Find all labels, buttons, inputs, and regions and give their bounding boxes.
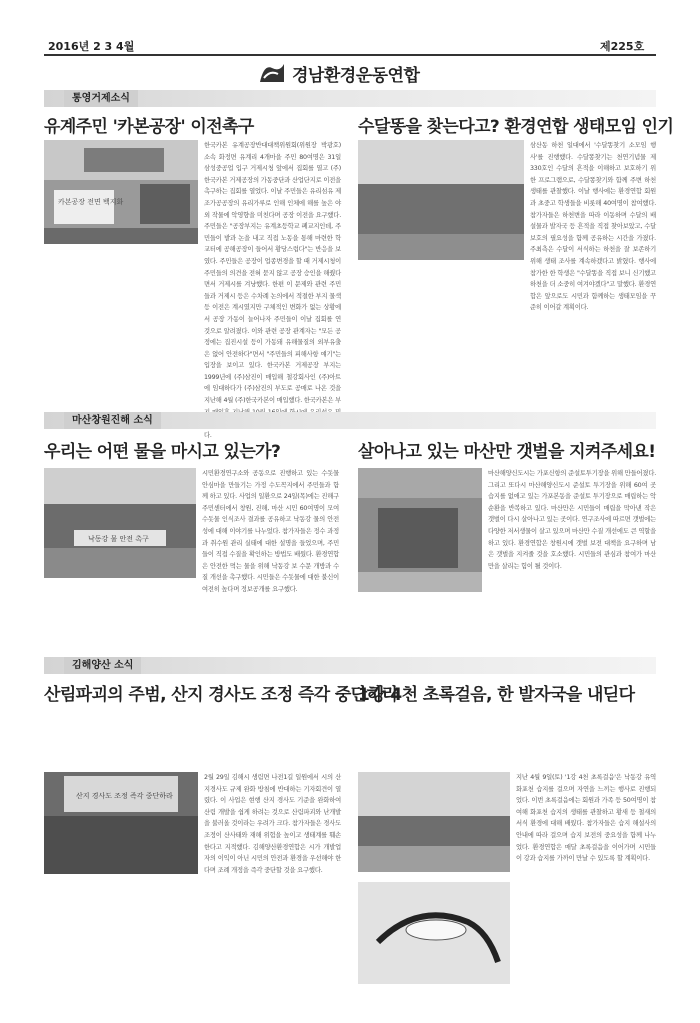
article-photo bbox=[358, 882, 510, 984]
article-photo bbox=[44, 140, 198, 244]
issue-date: 2016년 2 3 4월 bbox=[48, 40, 135, 53]
section-bar bbox=[44, 412, 656, 429]
article-title: 우리는 어떤 물을 마시고 있는가? bbox=[44, 442, 281, 462]
article-title: 수달똥을 찾는다고? 환경연합 생태모임 인기 bbox=[358, 117, 674, 137]
article-title: 유계주민 '카본공장' 이전촉구 bbox=[44, 117, 254, 137]
tidal-flat-photo-icon bbox=[358, 468, 482, 592]
article-body: 2월 29일 김해시 생림면 나전1길 일원에서 시의 산지경사도 규제 완화 방침에 반대하는 기자회견이 열렸다. 이 사업은 현행 산지 경사도 기준을 완화하여 산림 개발을 쉽게 하려는 것으로 산림파괴와 난개발을 불러올 것이라는 우려가 크다. 참가자들은 경사도 조정이 산사태와 재해 위험을 높이고 생태계를 훼손한다고 지적했다. 김해양산환경연합은 시가 개발업자의 이익이 아닌 시민의 안전과 환경을 우선해야 한다며 조례 개정을 즉각 중단할 것을 요구했다. bbox=[204, 774, 341, 874]
protest-photo-icon bbox=[44, 140, 198, 244]
group-photo-icon bbox=[358, 140, 524, 260]
header-rule bbox=[44, 54, 656, 56]
article-photo bbox=[358, 772, 510, 872]
article-photo bbox=[44, 772, 198, 874]
group-banner-photo-icon bbox=[44, 468, 196, 578]
logo-icon bbox=[258, 62, 286, 84]
article-title: 산림파괴의 주범, 산지 경사도 조정 즉각 중단하라 bbox=[44, 685, 399, 705]
press-conference-photo-icon bbox=[44, 772, 198, 874]
article-body: 마산해양신도시는 가포신항의 준설토투기장을 위해 만들어졌다. 그리고 또다시 마산해양신도시 준설토 투기장을 위해 60여 곳 습지를 없애고 있는 가포본동을 준설토 투기장으로 매립하는 악순환을 반복하고 있다. 마산만은 시민들이 매립을 막아낸 작은 갯벌이 다시 살아나고 있는 곳이다. 연구조사에 따르면 갯벌에는 다양한 저서생물이 살고 있으며 마산만 수질 개선에도 큰 역할을 하고 있다. 환경연합은 창원시에 갯벌 보전 대책을 요구하며 남은 갯벌을 지켜줄 것을 호소했다. 시민들의 관심과 참여가 마산만을 살리는 힘이 될 것이다. bbox=[488, 470, 656, 570]
photo-banner-text: 카본공장 전면 백지화 bbox=[58, 198, 124, 206]
article-photo bbox=[358, 468, 482, 592]
photo-banner-text: 낙동강 물 안전 촉구 bbox=[88, 535, 149, 543]
section-tag: 김해양산 소식 bbox=[64, 657, 141, 674]
masthead-logo bbox=[258, 62, 286, 84]
article-body: 지난 4월 9일(토) '1강 4천 초록걸음'은 낙동강 유역 화포천 습지를 걸으며 자연을 느끼는 행사로 진행되었다. 이번 초록걸음에는 회원과 가족 등 50여명이 참여해 화포천 습지의 생태를 관찰하고 황새 등 철새의 서식 환경에 대해 배웠다. 참가자들은 습지 해설사의 안내에 따라 걸으며 습지 보전의 중요성을 함께 나누었다. 환경연합은 매달 초록걸음을 이어가며 시민들이 강과 습지를 가까이 만날 수 있도록 할 계획이다. bbox=[516, 774, 656, 863]
stork-photo-icon bbox=[358, 882, 510, 984]
section-bar bbox=[44, 90, 656, 107]
article-body: 한국카본 유계공장반대대책위원회(위원장 박광호) 소속 화정면 유계리 4개마을 주민 80여명은 31일 삼성중공업 입구 거제시청 앞에서 집회를 열고 (주)한국카본 거제공장의 가동중단과 산업단지로 이전을 촉구하는 집회를 열었다. 이날 주민들은 유리섬유 제조가공공장의 유리가루로 인해 인체에 해를 높은 야외 작물에 악영향을 미친다며 공장 이전을 요구했다. 주민들은 "공장부지는 유계초등학교 폐교지인데, 주민들이 밭과 논을 내고 직접 노동을 통해 마련한 학교터에 공해공장이 들어서 황당스럽다"는 반응을 보였다. 주민들은 공장이 업종변경을 할 때 거제시청이 주민들의 의견을 전혀 묻지 않고 공장 승인을 해줬다면서 거제시를 겨냥했다. 한편 이 문제와 관련 주민들과 거제시 등은 수차례 논의에서 적절한 부지 물색 등 이전은 계시였지만 구체적인 변화가 없는 상황에서 공장 가동이 늘어나자 주민들이 이날 집회를 연 것으로 알려졌다. 이와 관련 공장 관계자는 "모든 공정에는 집진시설 등이 가동돼 유해물질의 외부유출은 없어 안전하다"면서 "주민들의 피해사항 얘기"는 입장을 보이고 있다. 한국카본 거제공장 부지는 1999년에 (주)삼진이 매입해 철강회사인 (주)아트에 임대하다가 (주)삼진의 부도로 공매로 나온 것을 지난해 4월 (주)한국카본이 매입했다. 한국카본은 부 다. bbox=[204, 142, 341, 439]
article-title: 1강 4천 초록걸음, 한 발자국을 내딛다 bbox=[358, 685, 635, 705]
wetland-walk-photo-icon bbox=[358, 772, 510, 872]
section-bar bbox=[44, 657, 656, 674]
photo-banner-text: 산지 경사도 조정 즉각 중단하라 bbox=[76, 792, 173, 800]
article-photo bbox=[44, 468, 196, 578]
article-body: 삼산동 하천 일대에서 '수달똥찾기 소모임 행사'를 진행했다. 수달똥찾기는 천연기념물 제330호인 수달의 흔적을 이해하고 보호하기 위한 프로그램으로, 수달똥찾기와 함께 주변 하천 생태를 관찰했다. 이날 행사에는 환경연합 회원과 초중고 학생들을 비롯해 40여명이 참여했다. 참가자들은 하천변을 따라 이동하며 수달의 배설물과 발자국 등 흔적을 직접 찾아보았고, 수달 보호의 필요성을 함께 공유하는 시간을 가졌다. 주최측은 수달이 서식하는 하천을 잘 보존하기 위해 생태 조사를 계속하겠다고 밝혔다. 행사에 참가한 한 학생은 "수달똥을 직접 보니 신기했고 하천을 더 소중히 여겨야겠다"고 말했다. 환경연합은 앞으로도 시민과 함께하는 생태모임을 꾸준히 이어갈 계획이다. bbox=[530, 142, 656, 312]
article-photo bbox=[358, 140, 524, 260]
issue-number: 제225호 bbox=[600, 40, 645, 53]
masthead-title: 경남환경운동연합 bbox=[292, 66, 420, 86]
section-tag: 통영거제소식 bbox=[64, 90, 138, 107]
section-tag: 마산창원진해 소식 bbox=[64, 412, 161, 429]
article-title: 살아나고 있는 마산만 갯벌을 지켜주세요! bbox=[358, 442, 656, 462]
article-body: 시민환경연구소와 공동으로 진행하고 있는 수돗물 안심마을 만들기는 가정 수도꼭지에서 주민들과 함께 하고 있다. 사업의 일환으로 24일(목)에는 진해구 주민센터에서 창원, 진해, 마산 시민 60여명이 모여 수돗물 인식조사 결과를 공유하고 낙동강 물의 안전성에 대해 이야기를 나누었다. 참가자들은 정수 과정과 취수원 관리 실태에 대한 설명을 들었으며, 주민들이 직접 수질을 확인하는 방법도 배웠다. 환경연합은 안전한 먹는 물을 위해 낙동강 보 수문 개방과 수질 개선을 촉구했다. 시민들은 수돗물에 대한 불신이 여전히 높다며 정보공개를 요구했다. bbox=[202, 470, 339, 593]
